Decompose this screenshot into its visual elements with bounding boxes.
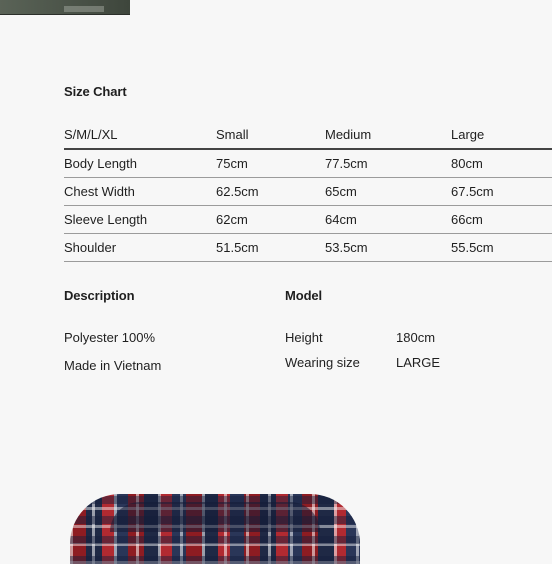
description-origin: Made in Vietnam bbox=[64, 358, 162, 373]
header-cell: Medium bbox=[325, 121, 451, 149]
table-cell: 53.5cm bbox=[325, 234, 451, 262]
table-cell: 62cm bbox=[216, 206, 325, 234]
row-label: Shoulder bbox=[64, 234, 216, 262]
table-row bbox=[64, 234, 552, 262]
table-row bbox=[64, 149, 552, 178]
table-cell: 51.5cm bbox=[216, 234, 325, 262]
table-row bbox=[64, 206, 552, 234]
header-cell: Large bbox=[451, 121, 552, 149]
table-cell: 75cm bbox=[216, 149, 325, 178]
shirt-collar-shape bbox=[110, 502, 320, 532]
size-chart-header-row bbox=[64, 121, 552, 149]
plaid-shirt-photo bbox=[70, 494, 360, 564]
table-cell: 66cm bbox=[451, 206, 552, 234]
table-cell: 65cm bbox=[325, 178, 451, 206]
table-cell: 55.5cm bbox=[451, 234, 552, 262]
header-cell: Small bbox=[216, 121, 325, 149]
table-row bbox=[64, 178, 552, 206]
table-cell: 67.5cm bbox=[451, 178, 552, 206]
size-chart-title: Size Chart bbox=[64, 84, 127, 99]
row-label: Chest Width bbox=[64, 178, 216, 206]
header-cell: S/M/L/XL bbox=[64, 121, 216, 149]
model-size-label: Wearing size bbox=[285, 355, 360, 370]
model-height-value: 180cm bbox=[396, 330, 436, 345]
description-title: Description bbox=[64, 288, 135, 303]
table-cell: 62.5cm bbox=[216, 178, 325, 206]
table-cell: 64cm bbox=[325, 206, 451, 234]
model-size-value: LARGE bbox=[396, 355, 441, 370]
table-cell: 77.5cm bbox=[325, 149, 451, 178]
description-material: Polyester 100% bbox=[64, 330, 156, 345]
row-label: Sleeve Length bbox=[64, 206, 216, 234]
model-height-label: Height bbox=[285, 330, 323, 345]
row-label: Body Length bbox=[64, 149, 216, 178]
model-title: Model bbox=[285, 288, 323, 303]
table-cell: 80cm bbox=[451, 149, 552, 178]
size-chart-table bbox=[64, 121, 552, 262]
product-photo-top bbox=[0, 0, 130, 15]
